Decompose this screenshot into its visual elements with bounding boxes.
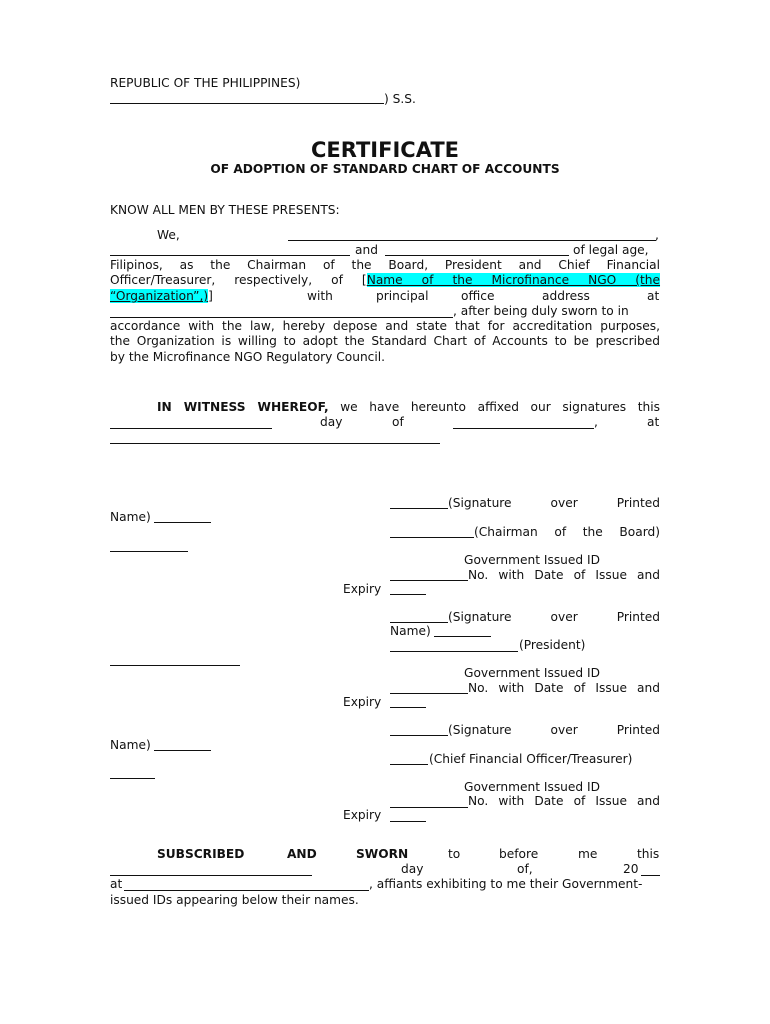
sig3-blank <box>390 735 448 736</box>
legal-age-label: of legal age, <box>573 243 649 257</box>
org-quote-highlight: “Organization”,) <box>110 289 209 303</box>
para1-line3: Filipinos, as the Chairman of the Board, President and Chief Financial <box>110 258 660 272</box>
sig2-no-line: No. with Date of Issue and <box>468 681 660 695</box>
sig2-name-label: Name) <box>390 624 431 638</box>
sig2-role: (President) <box>519 638 586 652</box>
para1-line4 <box>110 273 660 288</box>
sig1-id-blank <box>390 580 468 581</box>
sig2-id-blank <box>390 693 468 694</box>
sig2-gov-id: Government Issued ID <box>464 666 600 680</box>
ss-label: ) S.S. <box>384 92 416 106</box>
know-all-heading: KNOW ALL MEN BY THESE PRESENTS: <box>110 203 340 217</box>
sig2-expiry-blank <box>390 707 426 708</box>
sig3-gov-id: Government Issued ID <box>464 780 600 794</box>
witness-month-blank <box>453 428 594 429</box>
and-word: AND <box>287 847 317 861</box>
line4-start: Officer/Treasurer, respectively, of [ <box>110 273 367 287</box>
para1-line5-start <box>110 289 213 304</box>
sig1-expiry-blank <box>390 594 426 595</box>
witness-day-label: day <box>320 415 343 429</box>
name-blank-1 <box>110 255 350 256</box>
ss-blank <box>110 103 384 104</box>
witness-place-blank <box>110 443 440 444</box>
sig1-gov-id: Government Issued ID <box>464 553 600 567</box>
sig3-no-line: No. with Date of Issue and <box>468 794 660 808</box>
names-blank <box>288 240 656 241</box>
we-label: We, <box>157 228 180 242</box>
comma: , <box>655 228 659 242</box>
witness-of-label: of <box>392 415 404 429</box>
sig1-name-label: Name) <box>110 510 151 524</box>
sig3-role-blank <box>390 764 428 765</box>
document-title: CERTIFICATE <box>311 138 459 162</box>
para1-line8: the Organization is willing to adopt the Standard Chart of Accounts to be prescribed <box>110 334 660 348</box>
witness-line1 <box>157 400 660 415</box>
witness-bold: IN WITNESS WHEREOF, <box>157 400 329 414</box>
with-label: with <box>307 289 333 303</box>
sworn-rest: , affiants exhibiting to me their Government- <box>369 877 643 891</box>
witness-at-label: at <box>647 415 660 429</box>
address-blank <box>110 317 453 318</box>
witness-rest: we have hereunto affixed our signatures this <box>340 400 660 414</box>
sworn-year-label: 20 <box>623 862 639 876</box>
sig1-name-blank <box>154 522 211 523</box>
sig3-expiry: Expiry <box>343 808 382 822</box>
sworn-day-blank <box>110 875 312 876</box>
sig3-id-blank <box>390 807 468 808</box>
sig3-role: (Chief Financial Officer/Treasurer) <box>429 752 633 766</box>
para1-line7: accordance with the law, hereby depose and state that for accreditation purposes, <box>110 319 660 333</box>
witness-comma: , <box>594 415 598 429</box>
sig2-extra-blank <box>110 665 240 666</box>
para1-line6-end: , after being duly sworn to in <box>453 304 629 318</box>
sig1-no-line: No. with Date of Issue and <box>468 568 660 582</box>
document-subtitle: OF ADOPTION OF STANDARD CHART OF ACCOUNTS <box>210 162 560 176</box>
principal-label: principal <box>376 289 429 303</box>
name-blank-2 <box>385 255 569 256</box>
sig2-role-blank <box>390 651 518 652</box>
sig2-blank <box>390 622 448 623</box>
sig1-role-blank <box>390 537 474 538</box>
sworn-day-label: day <box>401 862 424 876</box>
and-label: and <box>355 243 378 257</box>
sig3-extra-blank <box>110 778 155 779</box>
sig2-expiry: Expiry <box>343 695 382 709</box>
subscribed-word: SUBSCRIBED <box>157 847 245 861</box>
sworn-last-line: issued IDs appearing below their names. <box>110 893 359 907</box>
me-word: me <box>578 847 598 861</box>
sig3-expiry-blank <box>390 821 426 822</box>
sig1-blank <box>390 508 448 509</box>
bracket-close: ] <box>208 289 213 303</box>
document-page <box>110 0 660 1024</box>
sig2-label: (Signature over Printed <box>448 610 660 624</box>
at-label: at <box>647 289 660 303</box>
sworn-of-label: of, <box>517 862 533 876</box>
office-label: office <box>461 289 495 303</box>
sworn-place-blank <box>124 890 369 891</box>
sig3-label: (Signature over Printed <box>448 723 660 737</box>
this-word: this <box>637 847 660 861</box>
sig2-name-blank <box>434 636 491 637</box>
sig1-label: (Signature over Printed <box>448 496 660 510</box>
para1-line9: by the Microfinance NGO Regulatory Council. <box>110 350 386 364</box>
sworn-year-blank <box>641 875 660 876</box>
republic-line: REPUBLIC OF THE PHILIPPINES) <box>110 76 301 90</box>
witness-day-blank <box>110 428 272 429</box>
sworn-word: SWORN <box>356 847 409 861</box>
sig3-name-blank <box>154 750 211 751</box>
sig1-expiry: Expiry <box>343 582 382 596</box>
sig3-name-label: Name) <box>110 738 151 752</box>
before-word: before <box>499 847 539 861</box>
sig1-extra-blank <box>110 551 188 552</box>
sworn-at-label: at <box>110 877 123 891</box>
org-name-highlight: Name of the Microfinance NGO (the <box>366 273 661 287</box>
address-label: address <box>542 289 590 303</box>
to-word: to <box>448 847 461 861</box>
sig1-role: (Chairman of the Board) <box>474 525 660 539</box>
